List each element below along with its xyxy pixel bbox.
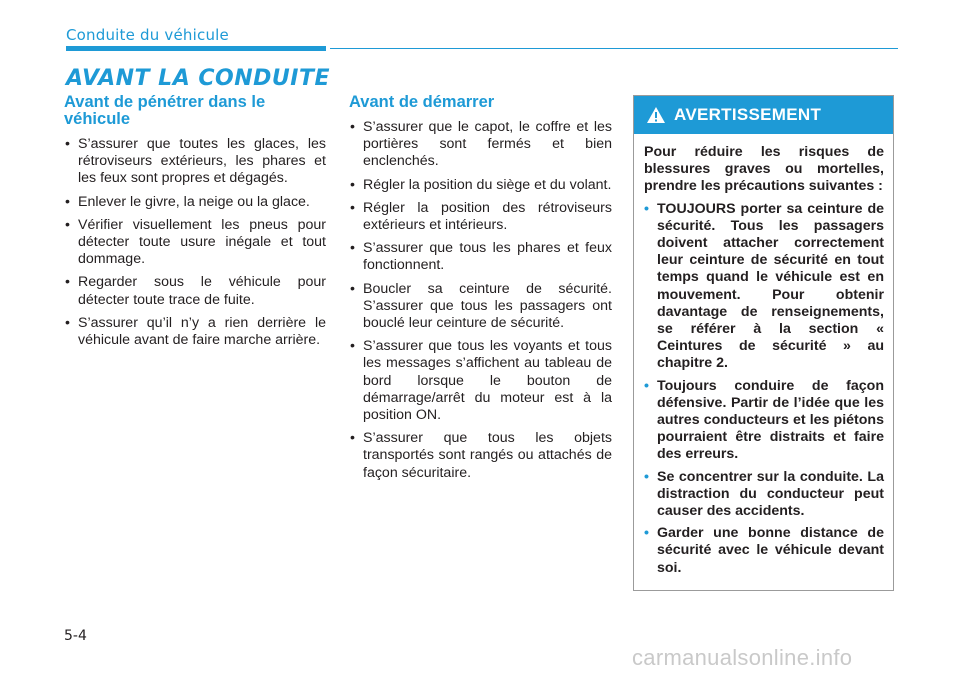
- list-item: • S’assurer que tous les phares et feux fonctionnent.: [349, 240, 612, 274]
- list-item: • S’assurer que le capot, le coffre et les portières sont fermés et bien enclenchés.: [349, 119, 612, 171]
- header-accent-bar: [66, 46, 326, 51]
- warning-title: AVERTISSEMENT: [674, 105, 822, 124]
- warning-list: [644, 201, 884, 577]
- list-item: • S’assurer que toutes les glaces, les rétroviseurs extérieurs, les phares et les feux sont propres et dégagés.: [64, 136, 326, 188]
- list-item: • Régler la position des rétroviseurs extérieurs et intérieurs.: [349, 200, 612, 234]
- middle-column-heading: Avant de démarrer: [349, 93, 495, 111]
- middle-column-list: [349, 119, 612, 482]
- warning-item: • Garder une bonne distance de sécurité avec le véhicule devant soi.: [644, 525, 884, 577]
- page-title: AVANT LA CONDUITE: [66, 66, 330, 91]
- warning-item: • Se concentrer sur la conduite. La distraction du conducteur peut causer des accidents.: [644, 469, 884, 521]
- watermark: carmanualsonline.info: [632, 645, 853, 670]
- header-rule: [330, 48, 898, 49]
- list-item: • Vérifier visuellement les pneus pour détecter toute usure inégale et tout dommage.: [64, 217, 326, 269]
- list-item: • S’assurer qu’il n’y a rien derrière le véhicule avant de faire marche arrière.: [64, 315, 326, 349]
- warning-intro: Pour réduire les risques de blessures graves ou mortelles, prendre les précautions suivantes :: [644, 144, 884, 195]
- page-number: 5-4: [64, 628, 87, 644]
- list-item: • S’assurer que tous les objets transportés sont rangés ou attachés de façon sécuritaire.: [349, 430, 612, 482]
- list-item: • Régler la position du siège et du volant.: [349, 177, 612, 194]
- left-column-heading: Avant de pénétrer dans le véhicule: [64, 93, 266, 128]
- section-title: Conduite du véhicule: [66, 26, 229, 44]
- list-item: • S’assurer que tous les voyants et tous les messages s’affichent au tableau de bord lorsque le bouton de démarrage/arrêt du moteur est à la position ON.: [349, 338, 612, 424]
- list-item: • Enlever le givre, la neige ou la glace.: [64, 194, 326, 211]
- warning-box: [633, 95, 894, 591]
- list-item: • Boucler sa ceinture de sécurité. S’assurer que tous les passagers ont bouclé leur ceinture de sécurité.: [349, 281, 612, 333]
- left-column-list: [64, 136, 326, 349]
- left-column: [64, 94, 326, 355]
- middle-column: [349, 94, 612, 488]
- warning-header: [634, 96, 893, 134]
- warning-item: • Toujours conduire de façon défensive. Partir de l’idée que les autres conducteurs et les piétons pourraient être distraits et faire des erreurs.: [644, 378, 884, 464]
- warning-triangle-icon: [646, 106, 666, 124]
- list-item: • Regarder sous le véhicule pour détecter toute trace de fuite.: [64, 274, 326, 308]
- warning-body: [634, 134, 893, 577]
- warning-item: • TOUJOURS porter sa ceinture de sécurité. Tous les passagers doivent attacher correctement leur ceinture de sécurité en tout temps quand le véhicule est en mouvement. Pour obtenir davantage de renseignements, se référer à la section « Ceintures de sécurité » au chapitre 2.: [644, 201, 884, 373]
